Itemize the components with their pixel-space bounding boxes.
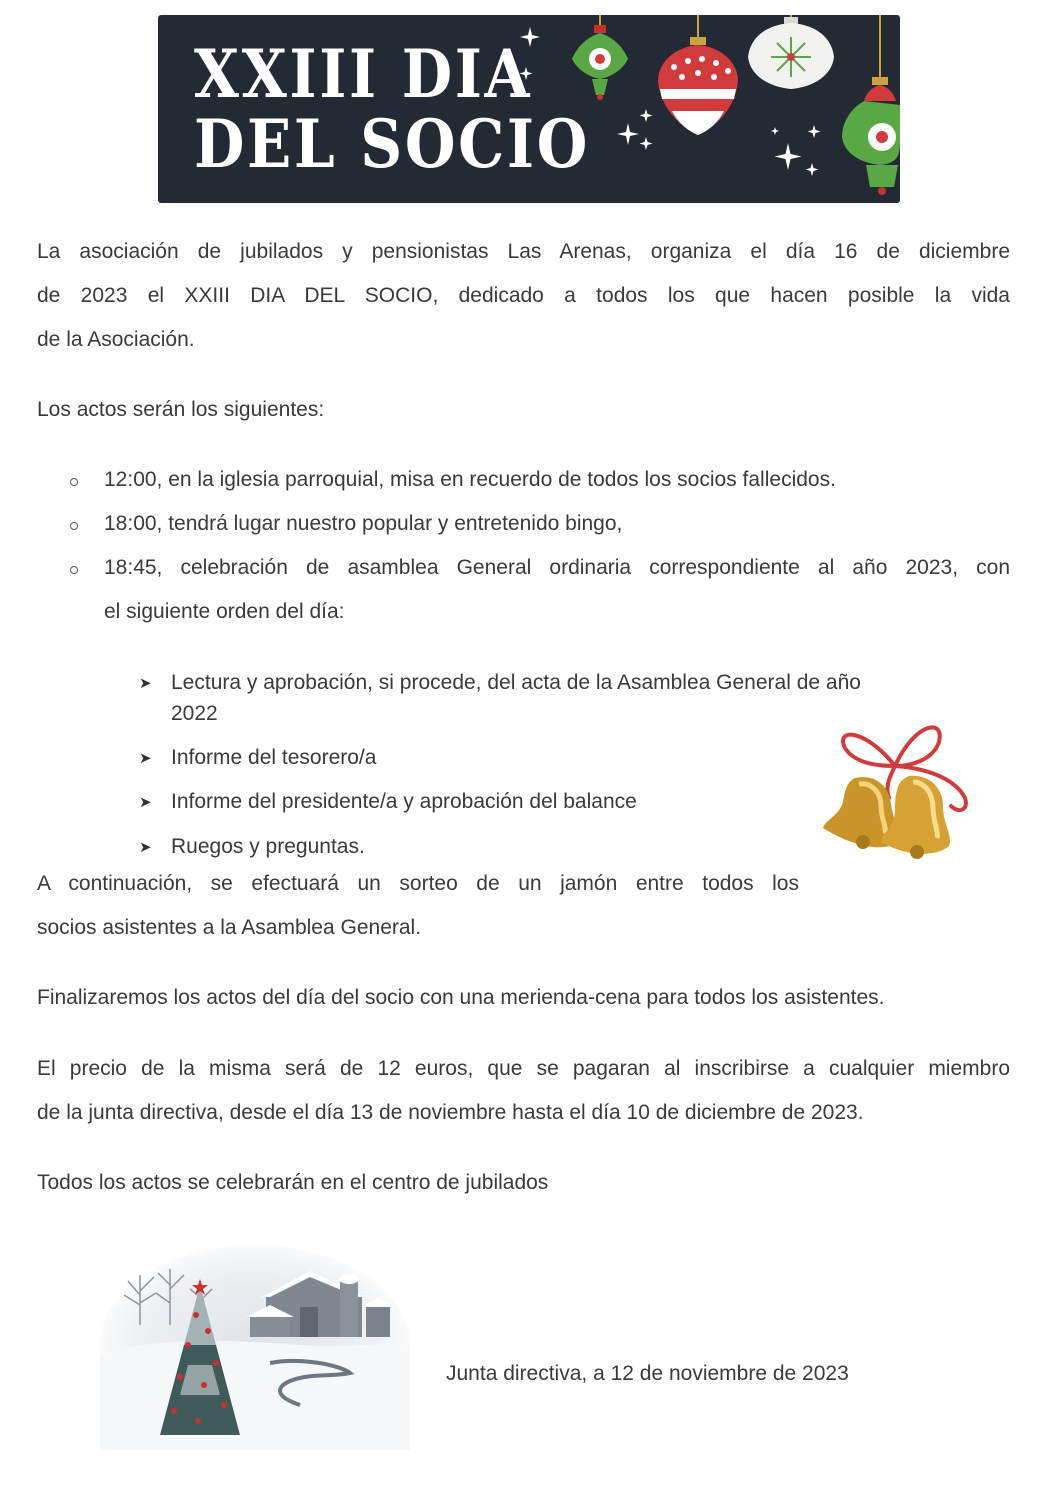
circle-bullet-icon <box>70 522 78 530</box>
arrow-bullet-icon: ➤ <box>139 794 152 811</box>
winter-scene-illustration <box>100 1245 410 1450</box>
act-item: 18:45, celebración de asamblea General ordinaria correspondiente al año 2023, con <box>104 556 1010 579</box>
banner-title <box>194 35 590 183</box>
header-banner <box>158 15 900 203</box>
circle-bullet-icon <box>70 566 78 574</box>
acts-heading: Los actos serán los siguientes: <box>37 398 325 421</box>
agenda-item: Lectura y aprobación, si procede, del acta de la Asamblea General de año <box>171 671 861 694</box>
circle-bullet-icon <box>70 478 78 486</box>
agenda-item: Ruegos y preguntas. <box>171 835 365 858</box>
intro-line: de 2023 el XXIII DIA DEL SOCIO, dedicado a todos los que hacen posible la vida <box>37 284 1010 307</box>
price-line: de la junta directiva, desde el día 13 de noviembre hasta el día 10 de diciembre de 2023. <box>37 1101 864 1124</box>
signature-line: Junta directiva, a 12 de noviembre de 2023 <box>446 1362 849 1385</box>
arrow-bullet-icon: ➤ <box>139 750 152 767</box>
intro-line: de la Asociación. <box>37 328 195 351</box>
raffle-paragraph <box>37 862 799 950</box>
closing-paragraph: Finalizaremos los actos del día del socio con una merienda-cena para todos los asistentes. <box>37 986 885 1009</box>
banner-title-line2: DEL SOCIO <box>194 105 590 183</box>
venue-paragraph: Todos los actos se celebrarán en el centro de jubilados <box>37 1171 549 1194</box>
act-item-continuation: el siguiente orden del día: <box>104 600 345 623</box>
christmas-bells-illustration <box>815 718 975 868</box>
agenda-item-continuation: 2022 <box>171 702 218 725</box>
arrow-bullet-icon: ➤ <box>139 839 152 856</box>
raffle-line: socios asistentes a la Asamblea General. <box>37 916 422 939</box>
intro-line: La asociación de jubilados y pensionistas Las Arenas, organiza el día 16 de diciembre <box>37 240 1010 263</box>
act-item: 12:00, en la iglesia parroquial, misa en recuerdo de todos los socios fallecidos. <box>104 468 836 491</box>
act-item: 18:00, tendrá lugar nuestro popular y entretenido bingo, <box>104 512 623 535</box>
price-line: El precio de la misma será de 12 euros, que se pagaran al inscribirse a cualquier miembro <box>37 1057 1010 1080</box>
banner-title-line1: XXIII DIA <box>194 35 533 113</box>
intro-paragraph <box>37 230 1010 362</box>
price-paragraph <box>37 1047 1010 1135</box>
agenda-item: Informe del presidente/a y aprobación del balance <box>171 790 637 813</box>
arrow-bullet-icon: ➤ <box>139 675 152 692</box>
agenda-item: Informe del tesorero/a <box>171 746 377 769</box>
raffle-line: A continuación, se efectuará un sorteo de un jamón entre todos los <box>37 872 799 895</box>
